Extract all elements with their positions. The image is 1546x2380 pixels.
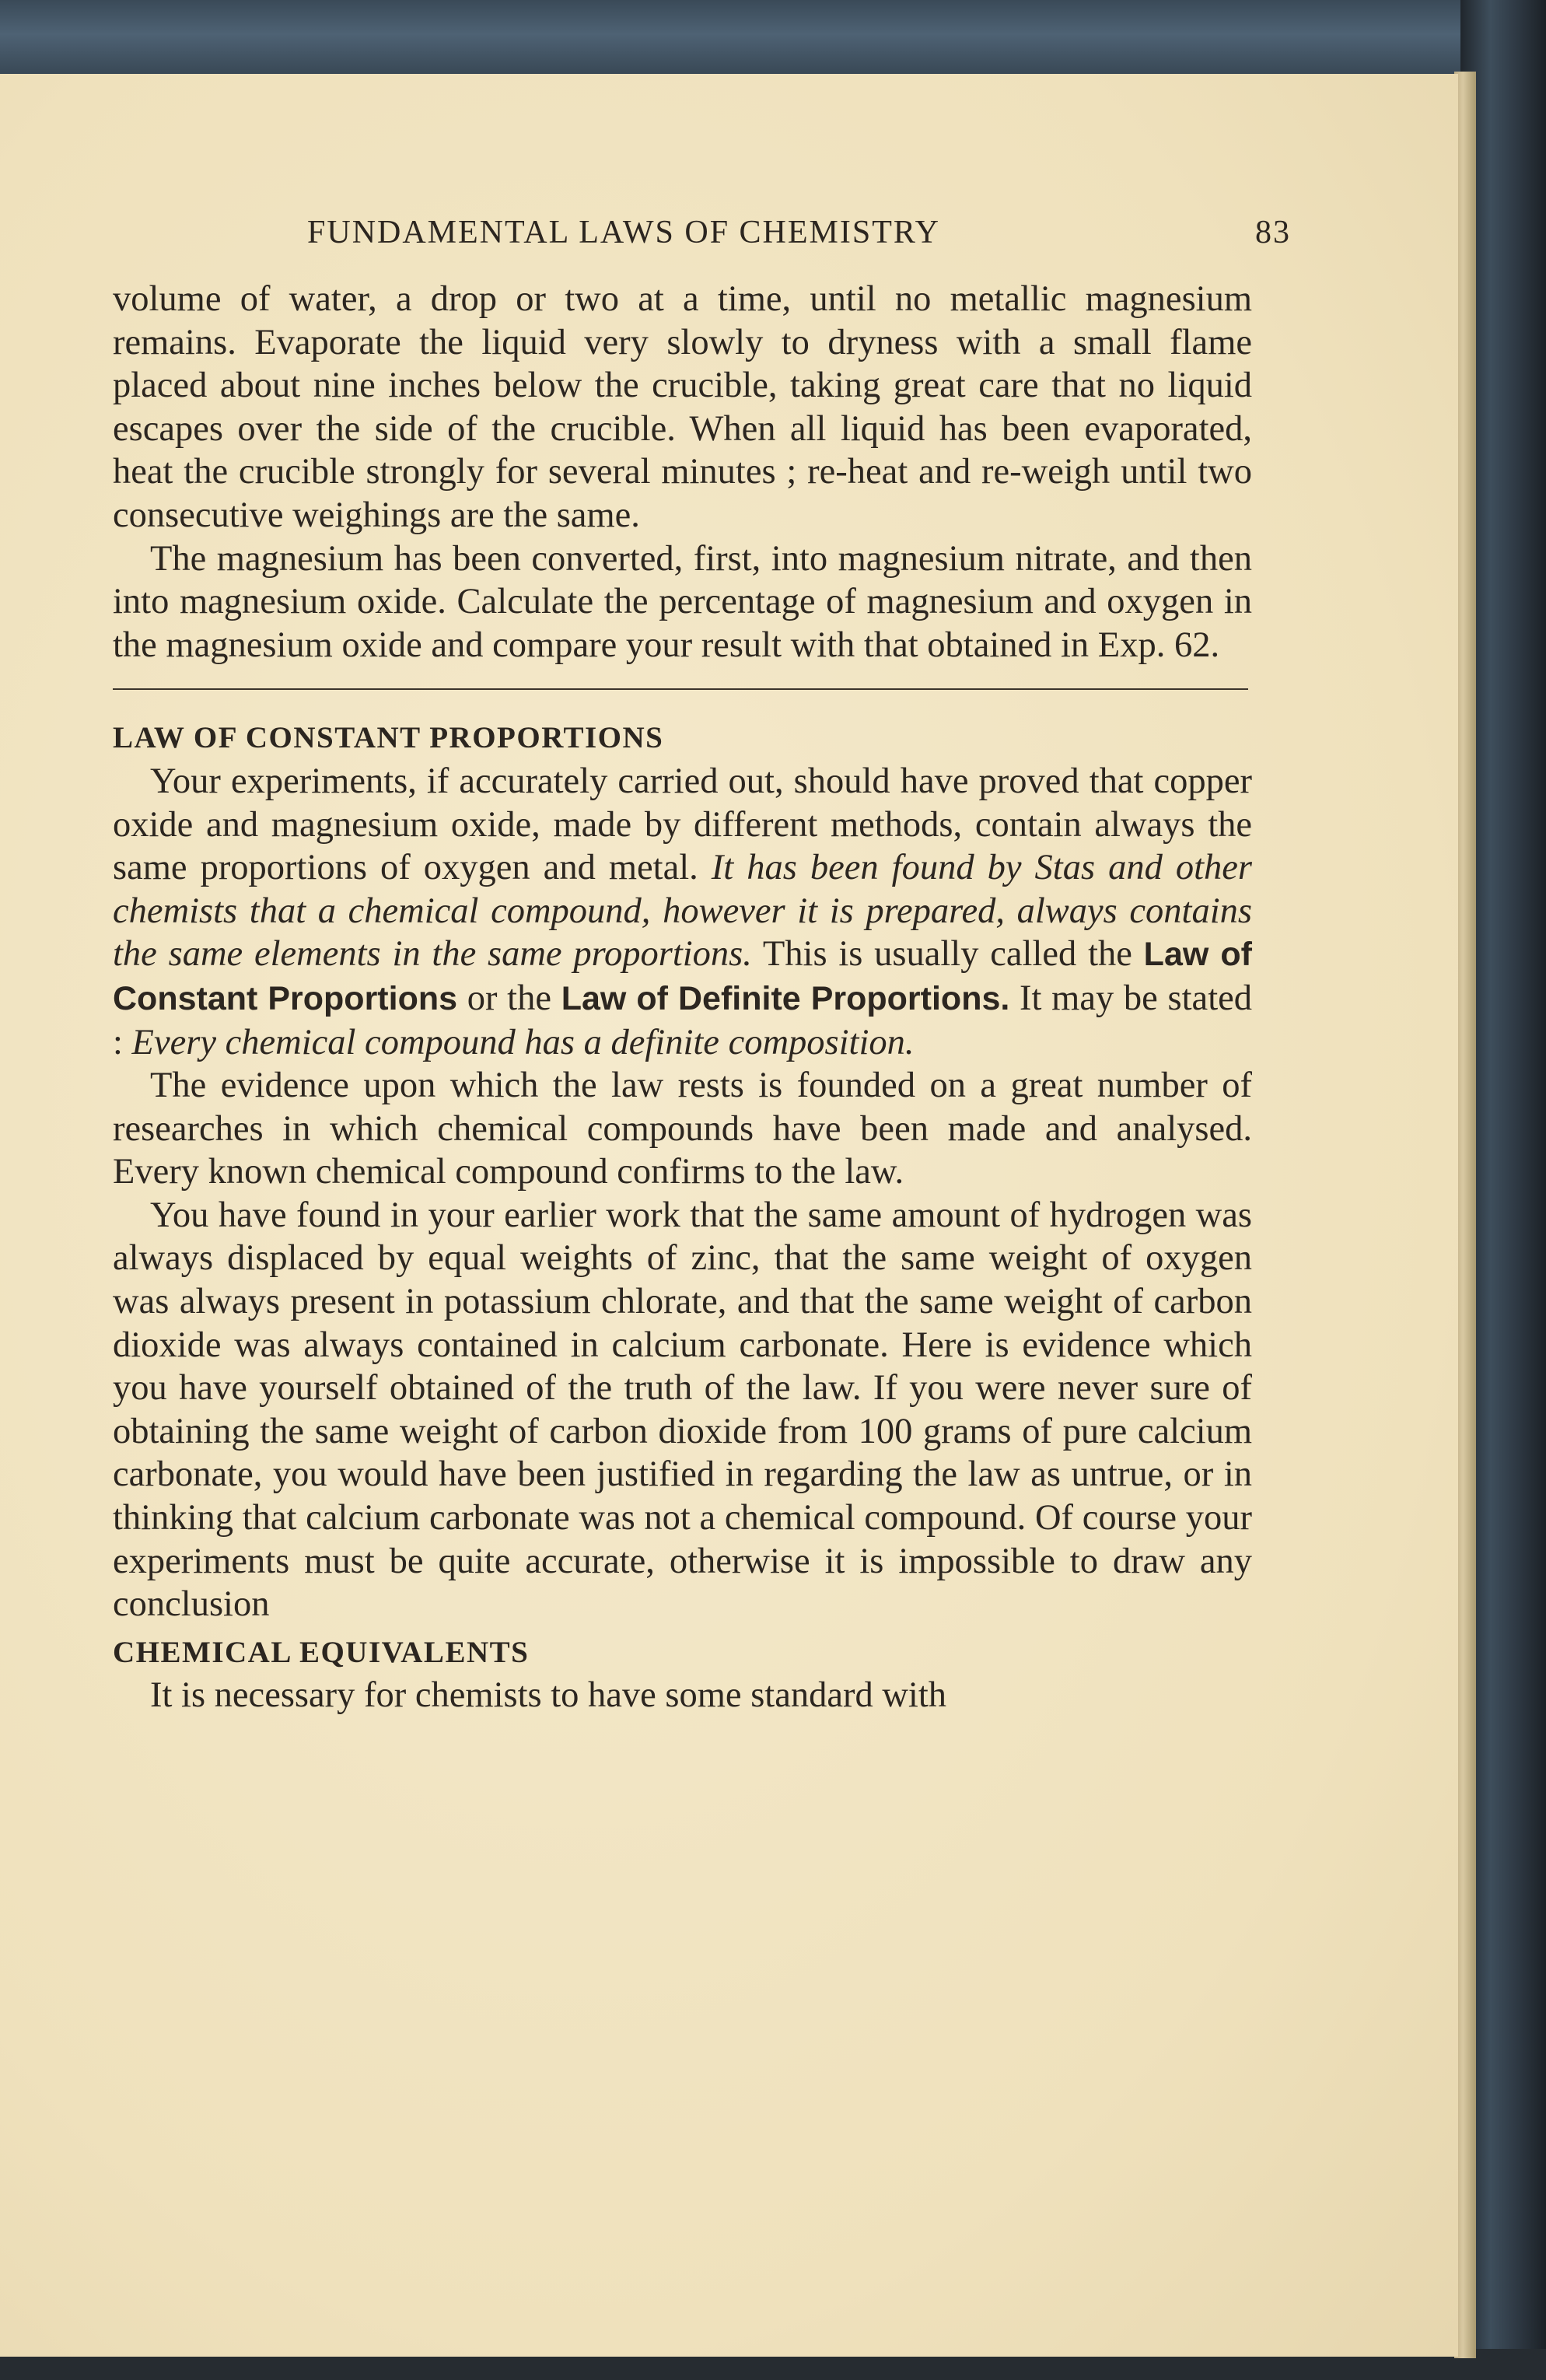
section-divider <box>113 688 1248 690</box>
text-stas-statement: It has been found by Stas and other chemists that a chemical compound, however it is prepared, always contains the same elements in the same proportions. <box>113 848 1252 975</box>
paragraph-continuation: volume of water, a drop or two at a time, until no metallic magnesium remains. Evaporate the liquid very slowly to dryness with a small flame placed about nine inches below the crucible, taking great care that no liquid escapes over the side of the crucible. When all liquid has been evaporated, heat the crucible strongly for several minutes ; re-heat and re-weigh until two consecutive weighings are the same. <box>113 279 1252 535</box>
book-page <box>0 74 1458 2357</box>
paragraph-chemical-equivalents: It is necessary for chemists to have some standard with <box>150 1675 947 1716</box>
text-or-the: or the <box>467 978 551 1018</box>
heading-chemical-equivalents: CHEMICAL EQUIVALENTS <box>113 1635 530 1669</box>
text-experiments-intro: Your experiments, if accurately carried out, should have proved that copper oxide and magnesium oxide, made by different methods, contain always the same proportions of oxygen and metal. <box>113 761 1252 888</box>
law-name-constant-proportions: Law of Constant Proportions <box>113 936 1253 1017</box>
law-name-definite-proportions: Law of Definite Proportions. <box>561 979 1010 1017</box>
running-head-title: FUNDAMENTAL LAWS OF CHEMISTRY <box>307 215 940 250</box>
paragraph-constant-proportions <box>113 760 1252 1064</box>
paragraph-earlier-work: You have found in your earlier work that the same amount of hydrogen was always displaced by equal weights of zinc, that the same weight of oxygen was always present in potassium chlorate, and that the same weight of carbon dioxide was always contained in calcium carbonate. Here is evidence which you have yourself obtained of the truth of the law. If you were never sure of obtaining the same weight of carbon dioxide from 100 grams of pure calcium carbonate, you would have been justified in regarding the law as untrue, or in thinking that calcium carbonate was not a chemical compound. Of course your experiments must be quite accurate, otherwise it is impossible to draw any conclusion <box>113 1195 1252 1625</box>
page-number: 83 <box>1255 215 1291 250</box>
paragraph-magnesium-calculation: The magnesium has been converted, first, into magnesium nitrate, and then into magnesium oxide. Calculate the percentage of magnesium and oxygen in the magnesium oxide and compare your result with that obtained in Exp. 62. <box>113 538 1252 665</box>
text-it-may-be-stated: It may be stated : <box>113 978 1252 1062</box>
book-cover-top-edge <box>0 0 1546 86</box>
body-text <box>113 278 1252 1717</box>
text-definite-composition: Every chemical compound has a definite composition. <box>131 1022 915 1062</box>
heading-law-of-constant-proportions: LAW OF CONSTANT PROPORTIONS <box>113 721 664 755</box>
paragraph-evidence: The evidence upon which the law rests is founded on a great number of researches in which chemical compounds have been made and analysed. Every known chemical compound confirms to the law. <box>113 1066 1252 1192</box>
text-usually-called: This is usually called the <box>762 934 1132 975</box>
